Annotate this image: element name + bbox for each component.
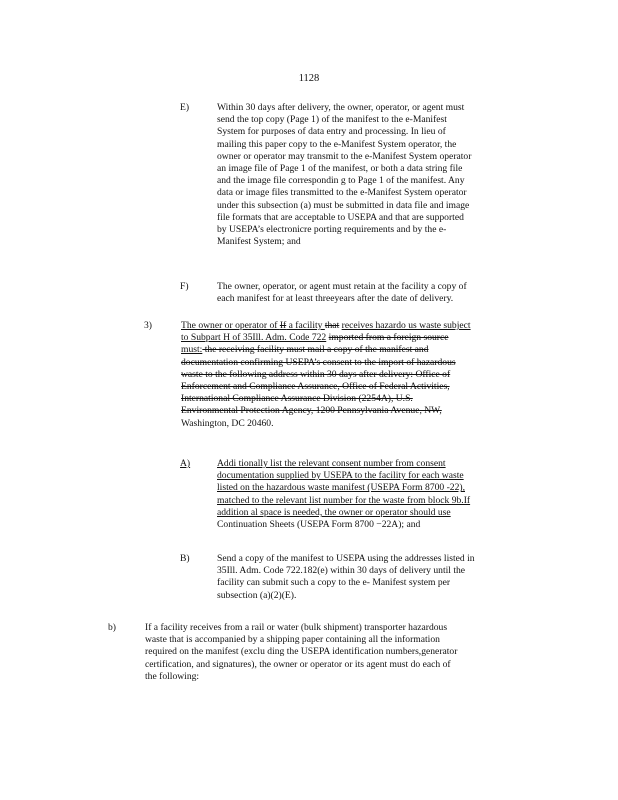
inserted-text: a facility	[286, 320, 325, 331]
text-line: owner or operator may transmit to the e-Manifest System operator	[217, 150, 472, 162]
inserted-text: The owner or operator of	[181, 320, 280, 331]
deleted-line: documentation confirming USEPA’s consent to the import of hazardous	[181, 356, 456, 368]
text-line: The owner, operator, or agent must retain at the facility a copy of	[217, 281, 467, 292]
text-line	[181, 344, 543, 356]
text-line: required on the manifest (exclu ding the USEPA identification numbers,generator	[145, 646, 458, 658]
item-3-label: 3)	[144, 320, 152, 331]
text-line: an image file of Page 1 of the manifest, or both a data string file	[217, 163, 463, 175]
text-line: certification, and signatures), the owner or operator or its agent must do each of	[145, 658, 451, 670]
item-e-text	[217, 102, 528, 248]
text-line: Within 30 days after delivery, the owner, operator, or agent must	[217, 102, 465, 113]
text-line: mailing this paper copy to the e-Manifest System operator, the	[217, 138, 457, 150]
deleted-text: imported from a foreign source	[328, 332, 449, 344]
text-line: send the top copy (Page 1) of the manifest to the e-Manifest	[217, 114, 447, 126]
text-line	[181, 320, 543, 332]
text-line: Washington, DC 20460.	[181, 417, 274, 429]
deleted-text: If	[279, 320, 287, 331]
inserted-line: Addi tionally list the relevant consent number from consent	[217, 458, 446, 469]
deleted-text: that	[324, 320, 340, 331]
deleted-text: the receiving facility must mail a copy of the manifest and	[202, 344, 429, 356]
text-line: the following:	[145, 670, 200, 682]
text-line: If a facility receives from a rail or water (bulk shipment) transporter hazardous	[145, 622, 448, 633]
text-line: by USEPA’s electronicre porting requirements and by the e-	[217, 224, 447, 236]
item-3-text	[181, 320, 543, 430]
inserted-text: to Subpart H of 35Ill. Adm. Code 722	[181, 332, 327, 344]
item-b-label: b)	[108, 622, 116, 633]
deleted-line: waste to the following address within 30 days after delivery: Office of	[181, 368, 451, 380]
text-line: data or image files transmitted to the e-Manifest System operator	[217, 187, 467, 199]
inserted-text: receives hazardo us waste subject	[341, 320, 471, 331]
text-line: under this subsection (a) must be submitted in data file and image	[217, 199, 470, 211]
text-line: 35Ill. Adm. Code 722.182(e) within 30 days of delivery until the	[217, 565, 466, 577]
item-3a-label: A)	[180, 458, 191, 469]
inserted-line: documentation supplied by USEPA to the facility for each waste	[217, 470, 464, 482]
text-line: each manifest for at least threeyears after the date of delivery.	[217, 293, 454, 305]
deleted-line: Environmental Protection Agency, 1200 Pennsylvania Avenue, NW,	[181, 405, 442, 417]
text-line: Manifest System; and	[217, 236, 301, 248]
item-f-text	[217, 281, 528, 305]
text-line: waste that is accompanied by a shipping paper containing all the information	[145, 634, 440, 646]
text-line: subsection (a)(2)(E).	[217, 589, 297, 601]
inserted-line: listed on the hazardous waste manifest (USEPA Form 8700 -22),	[217, 482, 465, 494]
deleted-line: International Compliance Assurance Division (2254A), U.S.	[181, 393, 413, 405]
text-line: Send a copy of the manifest to USEPA using the addresses listed in	[217, 553, 475, 564]
text-line: Continuation Sheets (USEPA Form 8700 −22A); and	[217, 519, 421, 531]
text-line: System for purposes of data entry and processing. In lieu of	[217, 126, 446, 138]
item-f-label: F)	[180, 281, 189, 292]
item-b-text	[145, 622, 535, 683]
item-e-label: E)	[180, 102, 190, 113]
text-line	[181, 332, 543, 344]
item-3a-text	[217, 458, 543, 531]
item-3b-text	[217, 553, 543, 602]
item-3b-label: B)	[180, 553, 190, 564]
inserted-line: addition al space is needed, the owner or operator should use	[217, 506, 451, 518]
text-line: file formats that are acceptable to USEPA and that are supported	[217, 211, 464, 223]
inserted-text: must:	[181, 344, 203, 356]
text-line: facility can submit such a copy to the e- Manifest system per	[217, 577, 451, 589]
inserted-line: matched to the relevant list number for the waste from block 9b.If	[217, 494, 471, 506]
page-number: 1128	[298, 73, 320, 84]
deleted-line: Enforcement and Compliance Assurance, Office of Federal Activities,	[181, 381, 450, 393]
text-line: and the image file correspondin g to Page 1 of the manifest. Any	[217, 175, 465, 187]
